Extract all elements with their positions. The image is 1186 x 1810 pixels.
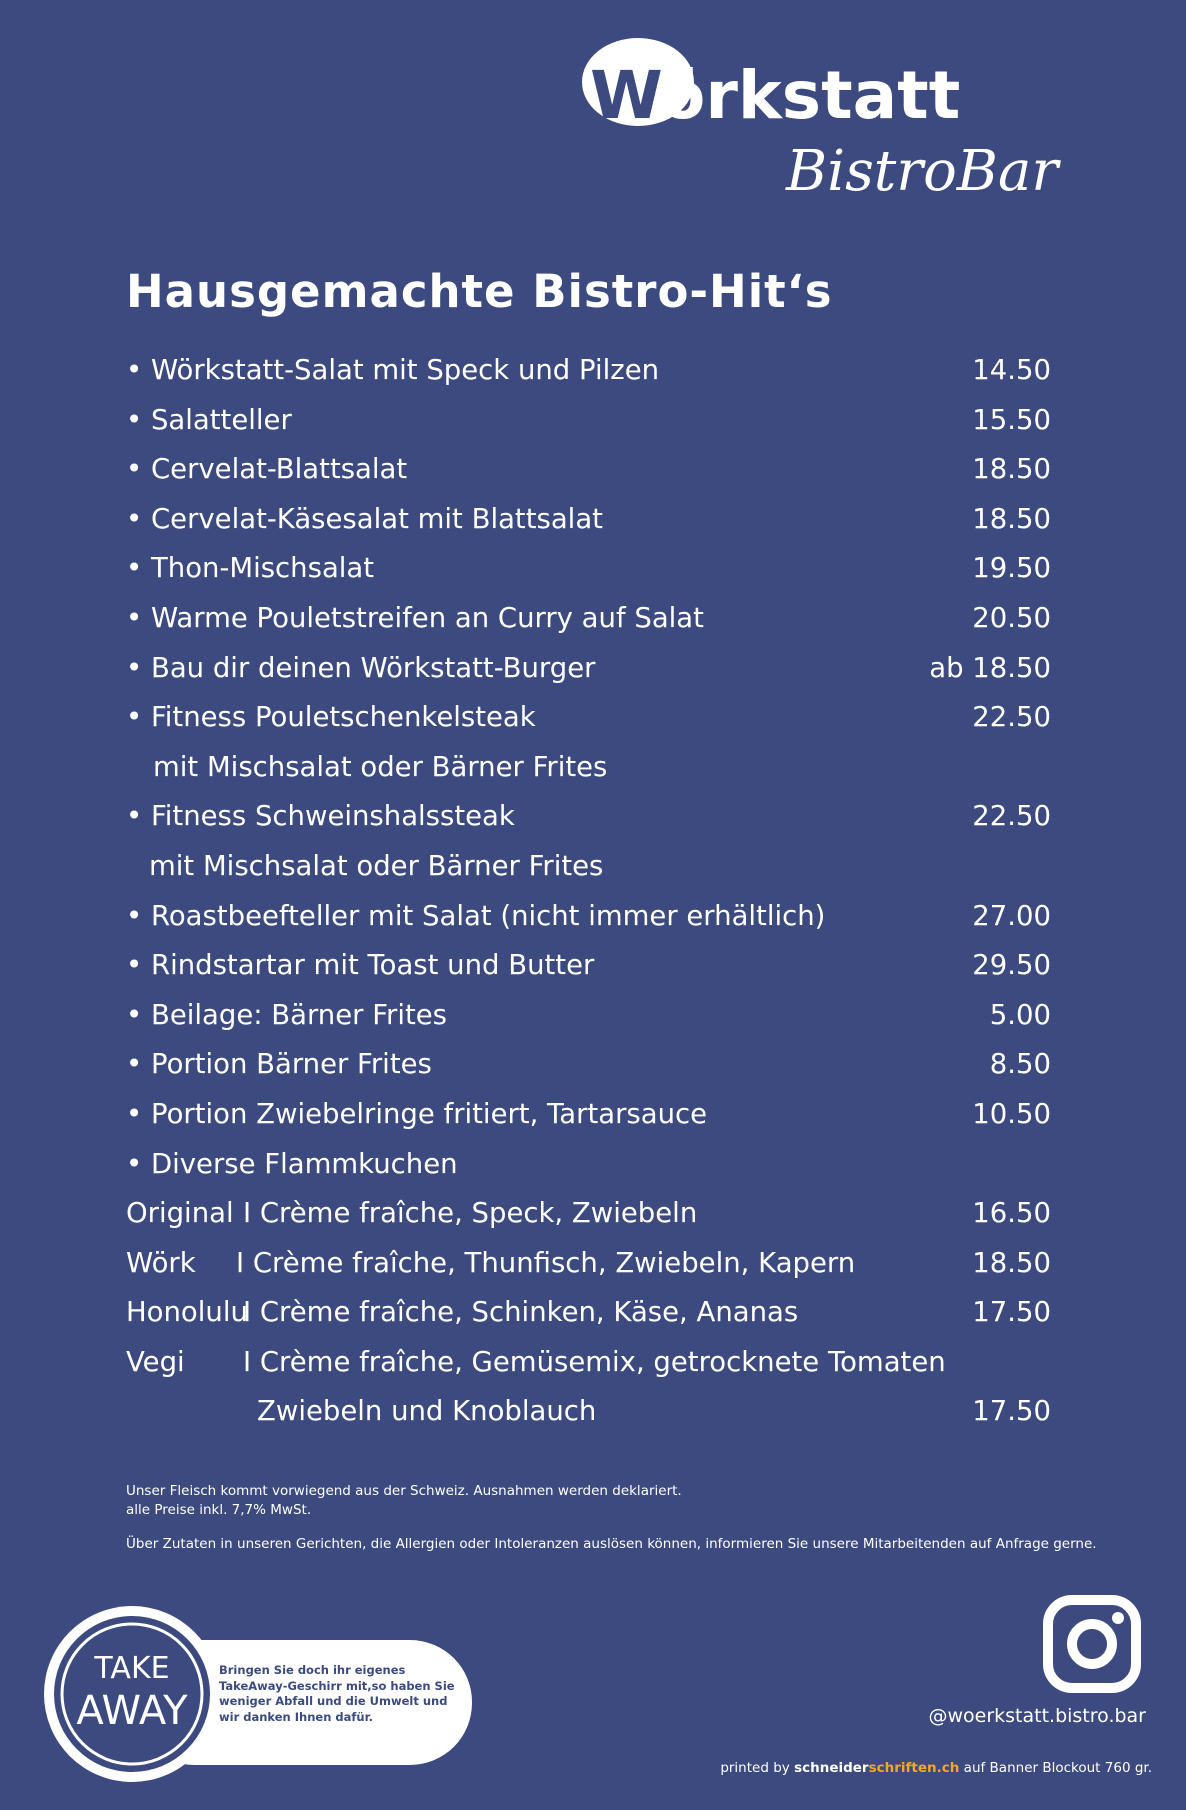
menu-item-name: • Beilage: Bärner Frites [126,998,447,1031]
menu-item-name: • Wörkstatt-Salat mit Speck und Pilzen [126,354,660,386]
menu-item-price: 18.50 [972,453,1051,486]
menu-item [126,1140,1051,1190]
menu-item-price: 17.50 [972,1296,1051,1329]
variant-name: Original [126,1197,234,1230]
takeaway-text: Bringen Sie doch ihr eigenes TakeAway-Geschirr mit,so haben Sie weniger Abfall und die Umwelt und wir danken Ihnen dafür. [219,1663,455,1724]
menu-item [126,991,1051,1041]
menu-item [126,1090,1051,1140]
menu-item [126,941,1051,991]
menu-list [126,346,1051,1437]
menu-item-price: 18.50 [972,502,1051,535]
menu-item-name: • Warme Pouletstreifen an Curry auf Salat [126,601,704,634]
menu-item-name: • Cervelat-Blattsalat [126,453,408,486]
menu-item-name: • Fitness Schweinshalssteak [126,800,515,833]
menu-item-name: mit Mischsalat oder Bärner Frites [153,750,608,783]
takeaway-badge-bottom: AWAY [76,1688,188,1734]
instagram-handle[interactable]: @woerkstatt.bistro.bar [928,1705,1146,1727]
svg-text:BistroBar: BistroBar [786,139,1059,204]
menu-item-price: 18.50 [972,1246,1051,1279]
flammkuchen-variant [126,1189,1051,1239]
menu-item-price: 20.50 [972,601,1051,634]
printer-credit-prefix: printed by [720,1760,790,1776]
printer-credit [720,1760,1152,1776]
flammkuchen-variant [126,1239,1051,1289]
menu-headline: Hausgemachte Bistro-Hit‘s [126,265,833,318]
menu-item-name: • Roastbeefteller mit Salat (nicht immer erhältlich) [126,899,826,932]
instagram-icon[interactable] [1042,1594,1142,1694]
variant-description: I Crème fraîche, Gemüsemix, getrocknete Tomaten [243,1345,946,1378]
footnote-vat: alle Preise inkl. 7,7% MwSt. [126,1502,312,1518]
variant-name: Vegi [126,1345,185,1378]
menu-item-price: ab 18.50 [929,651,1051,684]
svg-text:W: W [590,57,663,134]
variant-description: I Crème fraîche, Speck, Zwiebeln [243,1197,698,1230]
variant-description: Zwiebeln und Knoblauch [257,1395,597,1428]
menu-item [126,892,1051,942]
menu-item [126,693,1051,743]
menu-item-name: • Portion Bärner Frites [126,1048,432,1081]
menu-item [126,396,1051,446]
menu-item-price: 22.50 [972,800,1051,833]
printer-brand-part1: schneider [794,1760,869,1776]
menu-item-price: 5.00 [989,998,1051,1031]
menu-item-price: 10.50 [972,1097,1051,1130]
printer-credit-suffix: auf Banner Blockout 760 gr. [963,1760,1152,1776]
takeaway-badge-top: TAKE [94,1651,170,1686]
menu-item [126,792,1051,842]
menu-item-price: 17.50 [972,1395,1051,1428]
footnote-allergens: Über Zutaten in unseren Gerichten, die Allergien oder Intoleranzen auslösen können, informieren Sie unsere Mitarbeitenden auf Anfrage gerne. [126,1536,1097,1552]
menu-item [126,346,1051,396]
menu-item [126,495,1051,545]
menu-item-price: 29.50 [972,949,1051,982]
menu-item [126,445,1051,495]
menu-item-price: 16.50 [972,1197,1051,1230]
menu-item-price: 8.50 [989,1048,1051,1081]
menu-item [126,544,1051,594]
workstatt-bistrobar-logo [0,30,1186,210]
menu-item-name: • Rindstartar mit Toast und Butter [126,949,595,982]
menu-item-price: 14.50 [972,354,1051,386]
footnote-origin: Unser Fleisch kommt vorwiegend aus der Schweiz. Ausnahmen werden deklariert. [126,1483,682,1499]
menu-item-name: • Fitness Pouletschenkelsteak [126,701,536,734]
menu-item-name: • Diverse Flammkuchen [126,1147,458,1180]
menu-item-subline [126,842,1051,892]
variant-name: Honolulu [126,1296,248,1329]
menu-item-name: • Bau dir deinen Wörkstatt-Burger [126,651,596,684]
variant-name: Wörk [126,1246,196,1279]
menu-item [126,594,1051,644]
menu-item-price: 19.50 [972,552,1051,585]
variant-description: I Crème fraîche, Thunfisch, Zwiebeln, Kapern [236,1246,856,1279]
menu-item-subline [126,743,1051,793]
menu-item-price: 22.50 [972,701,1051,734]
flammkuchen-variant [126,1288,1051,1338]
flammkuchen-variant-continuation [126,1387,1051,1437]
menu-item-price: 27.00 [972,899,1051,932]
menu-item-name: • Thon-Mischsalat [126,552,375,585]
menu-item-name: • Cervelat-Käsesalat mit Blattsalat [126,502,603,535]
svg-text:örkstatt: örkstatt [660,57,961,134]
printer-brand-part2: schriften.ch [868,1760,960,1776]
menu-item-price: 15.50 [972,403,1051,436]
menu-item [126,1040,1051,1090]
variant-description: I Crème fraîche, Schinken, Käse, Ananas [243,1296,799,1329]
menu-item-name: mit Mischsalat oder Bärner Frites [149,849,604,882]
menu-item-name: • Salatteller [126,403,292,436]
footnotes [126,1482,1097,1554]
menu-item-name: • Portion Zwiebelringe fritiert, Tartarsauce [126,1097,708,1130]
menu-item [126,644,1051,694]
flammkuchen-variant [126,1338,1051,1388]
